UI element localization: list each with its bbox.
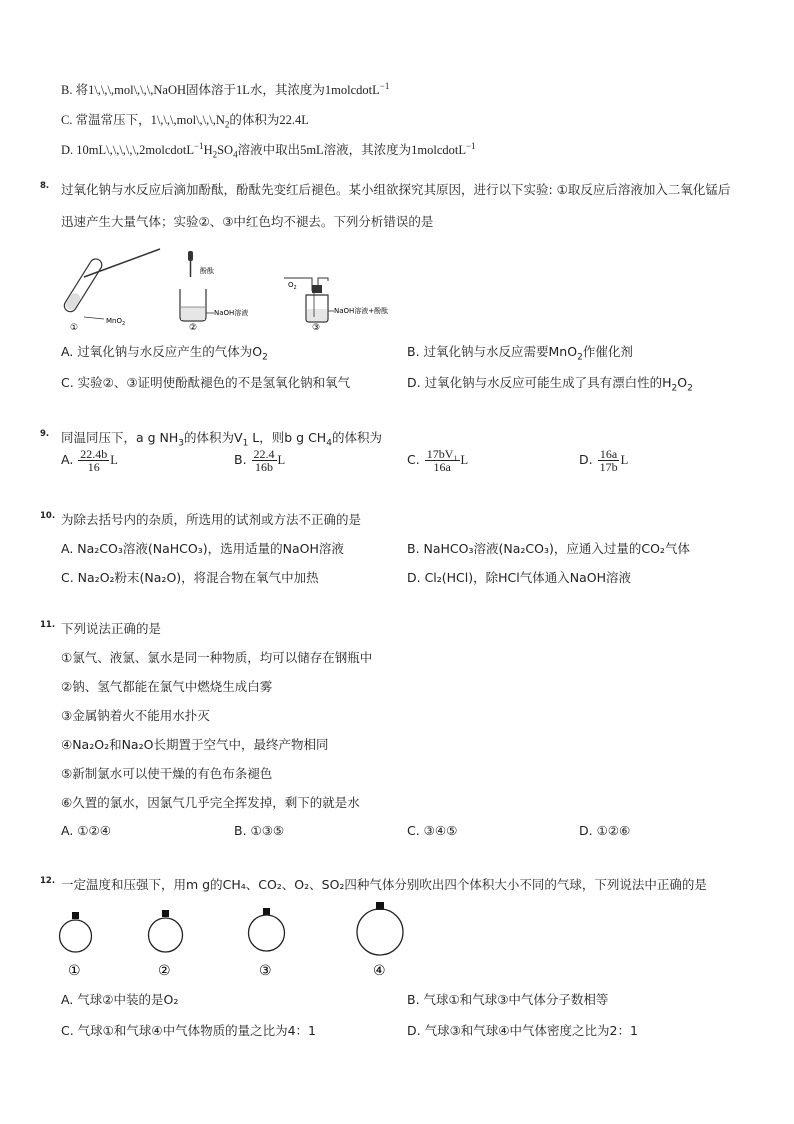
phenolphthalein-label: 酚酞 [200,267,214,275]
balloon-label-3: ③ [259,963,272,979]
q8-stem-line2: 迅速产生大量气体；实验②、③中红色均不褪去。下列分析错误的是 [61,214,434,229]
figure-label-2: ② [189,323,198,332]
svg-text:O2: $O_2$ [288,281,297,291]
q11-number: 11. [40,620,56,630]
balloon-label-1: ① [68,963,81,979]
mno2-label: MnO [106,317,122,325]
q12-option-d: D. 气球③和气球④中气体密度之比为2：1 [407,1023,638,1038]
q11-option-d: D. ①②⑥ [579,823,631,838]
q12-balloons-figure [55,900,425,980]
q10-option-b: B. NaHCO₃溶液(Na₂CO₃)，应通入过量的CO₂气体 [407,541,690,556]
figure-label-3: ③ [312,323,321,332]
q12-stem: 一定温度和压强下，用m g的CH₄、CO₂、O₂、SO₂四种气体分别吹出四个体积大小不同的气球，下列说法中正确的是 [61,877,707,892]
q8-option-d: D. 过氧化钠与水反应可能生成了具有漂白性的$H_2O_2$ [407,375,693,394]
q12-option-a: A. 气球②中装的是O₂ [61,992,179,1007]
balloon-4-icon [357,902,403,955]
q9-option-c: C. $\frac{\text{17bV₁}}{16a}$ L [407,447,469,474]
q11-stem: 下列说法正确的是 [61,621,162,636]
q11-option-a: A. ①②④ [61,823,111,838]
q11-option-c: C. ③④⑤ [407,823,458,838]
q11-option-b: B. ①③⑤ [234,823,285,838]
balloon-label-2: ② [158,963,171,979]
q9-option-d: D. $\frac{16a}{17b}$ L [579,447,629,474]
q10-option-c: C. Na₂O₂粉末(Na₂O)，将混合物在氧气中加热 [61,570,319,585]
balloon-2-icon [149,910,183,952]
q9-option-b: B. $\frac{22.4}{16b}$ L [234,447,286,474]
q8-option-c: C. 实验②、③证明使酚酞褪色的不是氢氧化钠和氧气 [61,375,351,390]
stirring-rod-icon [84,249,160,277]
q8-apparatus-figure [62,247,422,332]
balloon-label-4: ④ [373,963,386,979]
dropper-icon [188,251,193,277]
naoh-solution-label-2: NaOH溶液 [214,309,249,317]
q11-statement-3: ③金属钠着火不能用水扑灭 [61,708,210,723]
q10-option-d: D. Cl₂(HCl)，除HCl气体通入NaOH溶液 [407,570,631,585]
q11-statement-2: ②钠、氢气都能在氯气中燃烧生成白雾 [61,679,273,694]
oxygen-label: O [288,281,294,289]
q10-stem: 为除去括号内的杂质，所选用的试剂或方法不正确的是 [61,512,362,527]
svg-text:MnO2: MnO$_2$ [106,317,126,327]
q9-stem: 同温同压下，a g $NH_3$的体积为$V_1$ L，则b g $CH_4$的体积为 [61,430,382,449]
q12-option-c: C. 气球①和气球④中气体物质的量之比为4：1 [61,1023,316,1038]
q10-option-a: A. Na₂CO₃溶液(NaHCO₃)，选用适量的NaOH溶液 [61,541,344,556]
figure-label-1: ① [70,323,79,332]
q12-number: 12. [40,876,56,886]
q11-statement-4: ④Na₂O₂和Na₂O长期置于空气中，最终产物相同 [61,737,329,752]
q7-option-d: D. $10mL\backslash,\backslash,\backslash,\backslash,\backslash,2molcdotL^{-1}H_2SO_4$溶液中取出5mL溶液，其浓度为1molcdotL$^{-1}$ [61,140,476,160]
q10-number: 10. [40,511,56,521]
balloon-1-icon [60,912,92,952]
q7-option-c: C. 常温常压下，$1\backslash,\backslash,\backslash,mol\backslash,\backslash,\backslash,N_2$的体积为22.4L [61,113,309,130]
q9-number: 9. [40,429,50,439]
q8-option-b: B. 过氧化钠与水反应需要MnO$_2$作催化剂 [407,344,633,363]
q11-statement-5: ⑤新制氯水可以使干燥的有色布条褪色 [61,766,273,781]
q12-option-b: B. 气球①和气球③中气体分子数相等 [407,992,609,1007]
test-tube-1-icon [62,257,104,314]
q11-statement-1: ①氯气、液氯、氯水是同一种物质，均可以储存在钢瓶中 [61,650,373,665]
beaker-icon [180,289,206,321]
q8-number: 8. [40,181,50,191]
q8-option-a: A. 过氧化钠与水反应产生的气体为$O_2$ [61,344,268,363]
q8-stem-line1: 过氧化钠与水反应后滴加酚酞，酚酞先变红后褪色。某小组欲探究其原因，进行以下实验: ①取反应后溶液加入二氧化锰后 [61,182,731,197]
q11-statement-6: ⑥久置的氯水，因氯气几乎完全挥发掉，剩下的就是水 [61,795,360,810]
q9-option-a: A. $\frac{22.4b}{16}$ L [61,447,118,474]
naoh-phenolphthalein-label: NaOH溶液+酚酞 [334,307,389,315]
q7-option-b: B. 将1\,\,\,mol\,\,\,NaOH固体溶于1L水，其浓度为1molcdotL$^{-1}$ [61,80,390,97]
balloon-3-icon [249,908,285,951]
